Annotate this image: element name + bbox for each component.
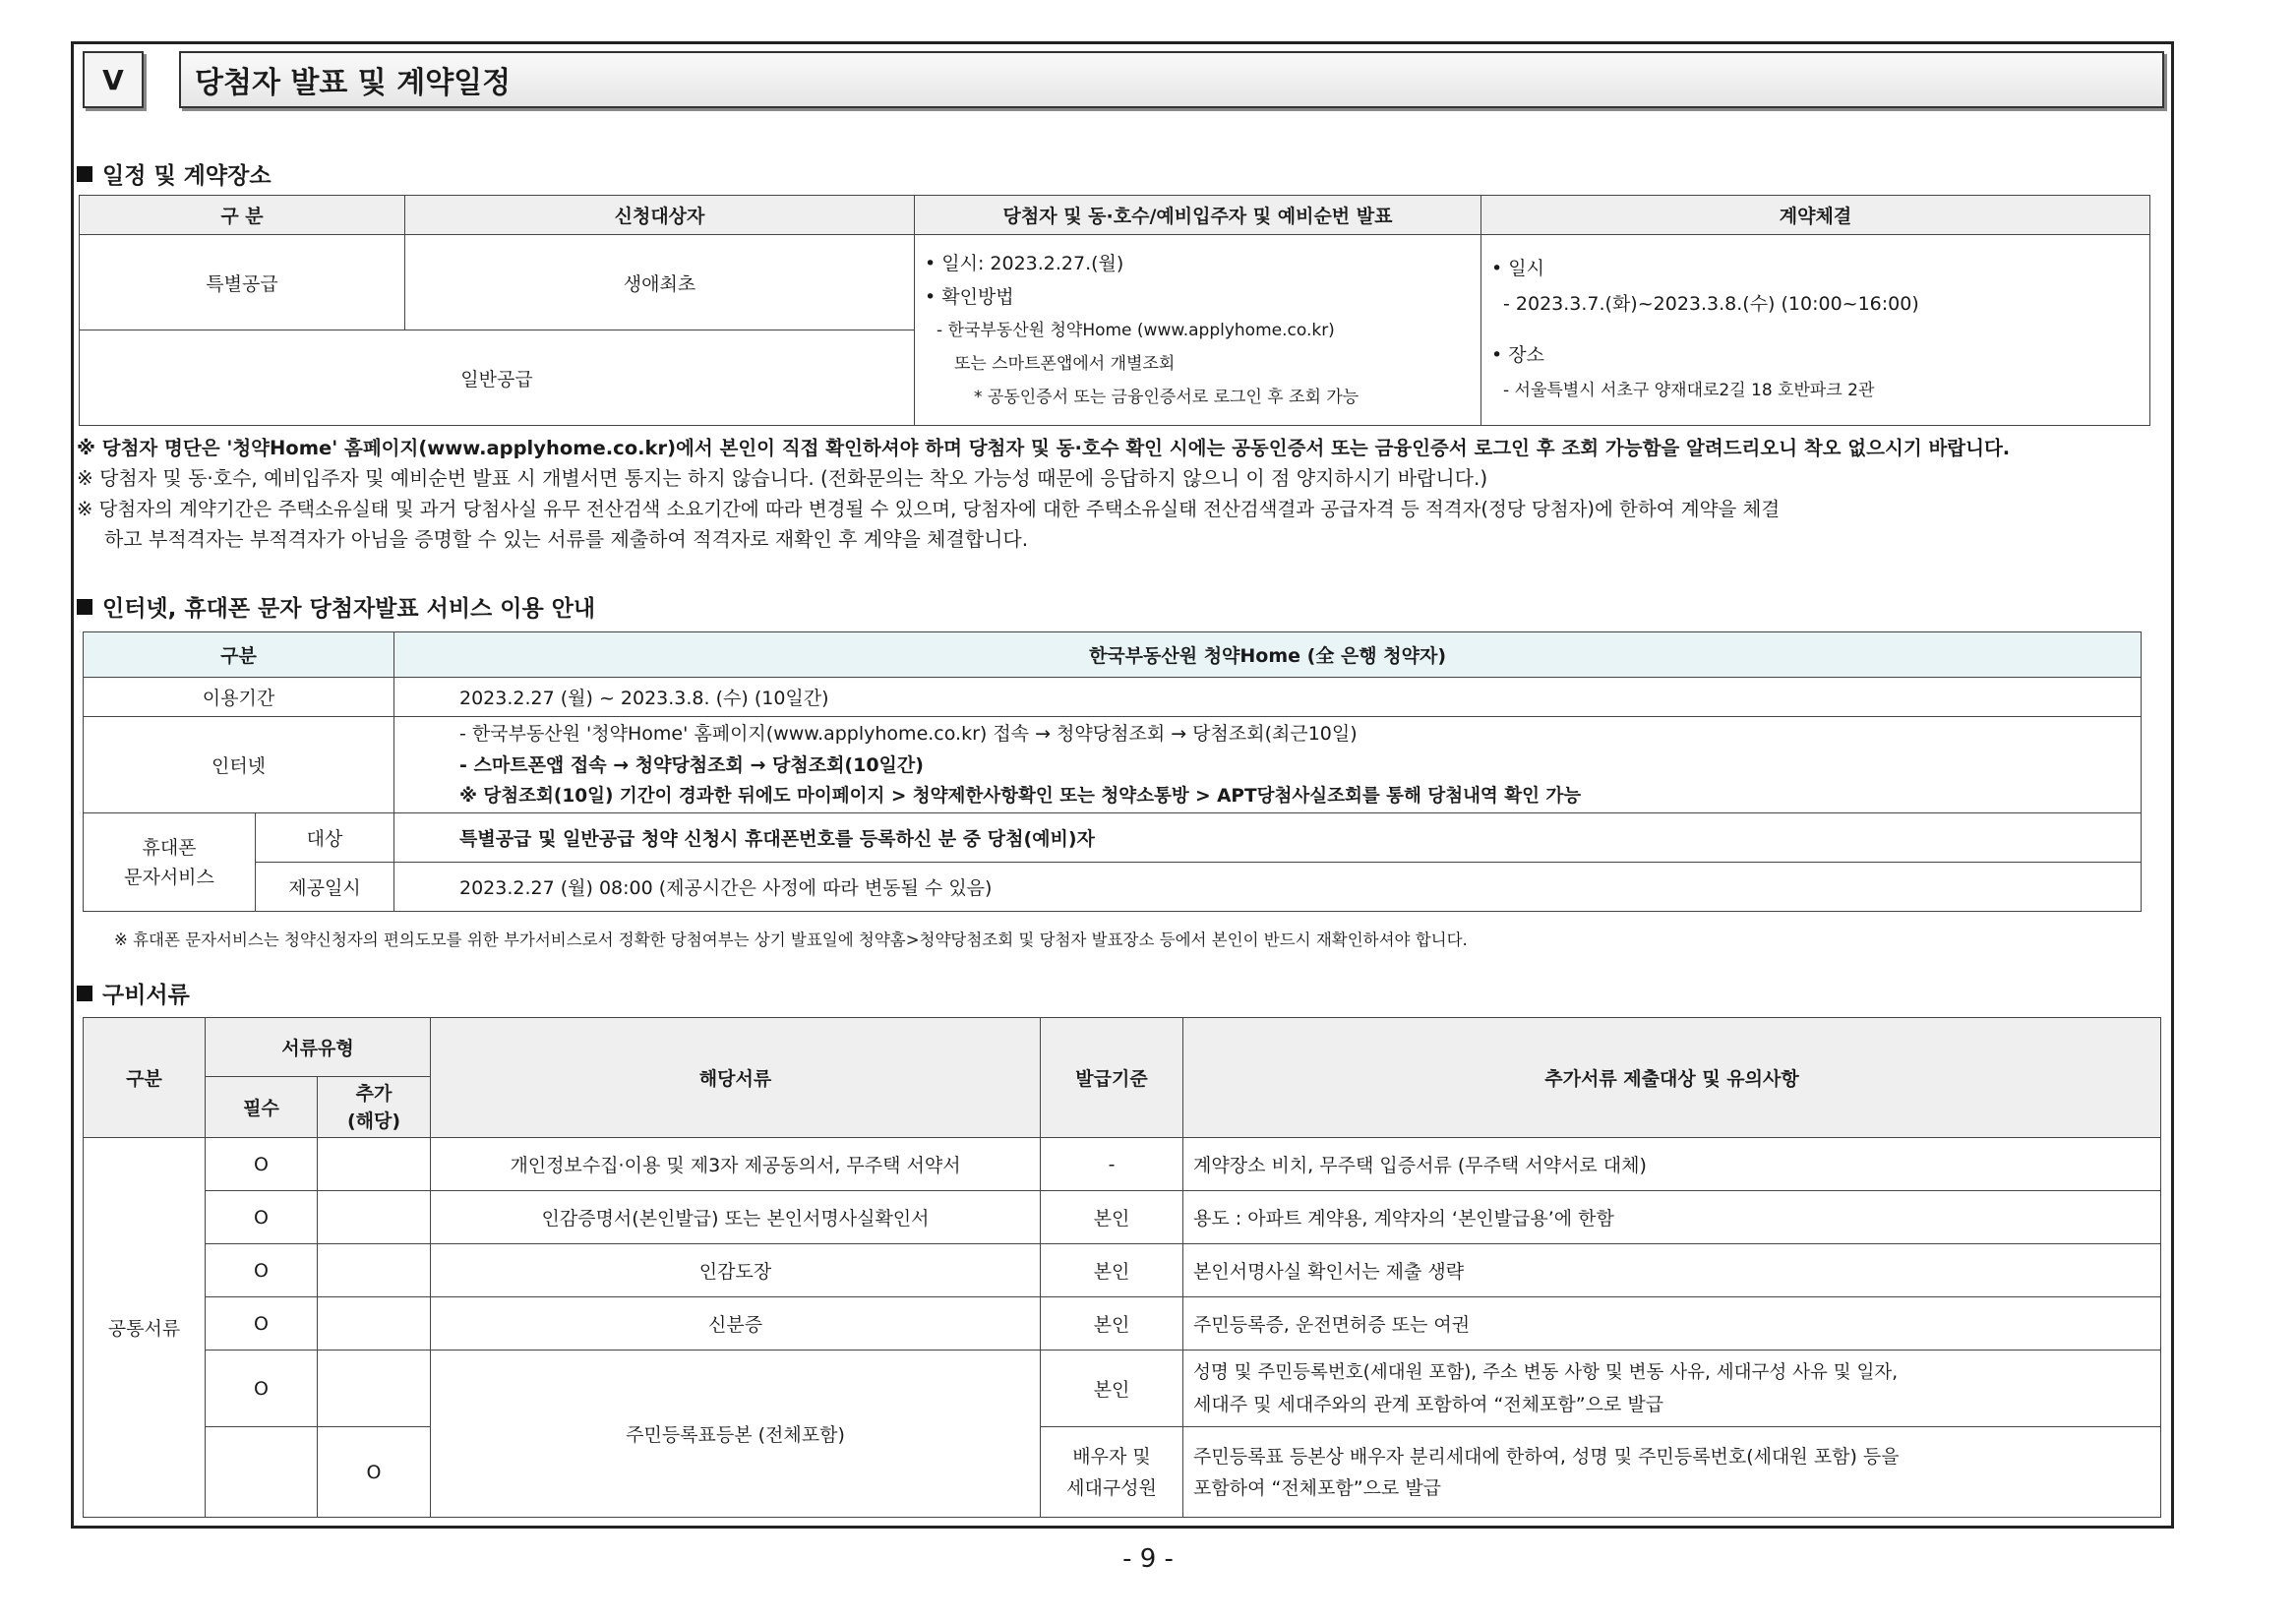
issue-basis: 본인 <box>1041 1244 1183 1297</box>
announce-login-note: * 공동인증서 또는 금융인증서로 로그인 후 조회 가능 <box>974 388 1359 407</box>
note-line: ※ 당첨자 및 동·호수, 예비입주자 및 예비순번 발표 시 개별서면 통지는 하지 않습니다. (전화문의는 착오 가능성 때문에 응답하지 않으니 이 점 양지하시기 바랍니다.) <box>77 466 1488 490</box>
table-header: 구분 <box>84 1018 206 1138</box>
announce-site: - 한국부동산원 청약Home (www.applyhome.co.kr) <box>937 321 1335 340</box>
note-line: 하고 부적격자는 부적격자가 아님을 증명할 수 있는 서류를 제출하여 적격자로 재확인 후 계약을 체결합니다. <box>104 527 1029 551</box>
document-note: 주민등록증, 운전면허증 또는 여권 <box>1183 1297 2161 1351</box>
schedule-table <box>79 195 2150 426</box>
table-header: 한국부동산원 청약Home (全 은행 청약자) <box>394 632 2142 678</box>
provide-value: 2023.2.27 (월) 08:00 (제공시간은 사정에 따라 변동될 수 있음) <box>394 863 2142 912</box>
target-first-home: 생애최초 <box>405 235 915 330</box>
section-heading-schedule <box>77 157 272 190</box>
section-title: 구비서류 <box>102 983 190 1008</box>
service-table <box>83 631 2142 912</box>
document-note <box>1183 1427 2161 1518</box>
required-mark: O <box>206 1244 318 1297</box>
sms-label <box>84 813 256 912</box>
additional-mark <box>318 1297 431 1351</box>
required-mark: O <box>206 1297 318 1351</box>
table-header: 구 분 <box>80 196 405 235</box>
square-bullet-icon <box>77 986 92 1001</box>
note-line: 포함하여 “전체포함”으로 발급 <box>1193 1476 1442 1499</box>
internet-line: - 스마트폰앱 접속 → 청약당첨조회 → 당첨조회(10일간) <box>459 753 924 776</box>
sms-label-line: 휴대폰 <box>142 836 197 859</box>
internet-line: ※ 당첨조회(10일) 기간이 경과한 뒤에도 마이페이지 > 청약제한사항확인 또는 청약소통방 > APT당첨사실조회를 통해 당첨내역 확인 가능 <box>459 785 1582 807</box>
issue-basis: - <box>1041 1138 1183 1191</box>
note-line: 세대주 및 세대주와의 관계 포함하여 “전체포함”으로 발급 <box>1193 1393 1664 1415</box>
chapter-number: V <box>83 51 144 108</box>
issue-line: 배우자 및 <box>1072 1445 1151 1468</box>
issue-basis: 본인 <box>1041 1191 1183 1244</box>
square-bullet-icon <box>77 599 92 615</box>
table-header: 당첨자 및 동·호수/예비입주자 및 예비순번 발표 <box>915 196 1481 235</box>
chapter-title: 당첨자 발표 및 계약일정 <box>179 51 2164 108</box>
additional-mark <box>318 1351 431 1427</box>
table-header <box>318 1077 431 1138</box>
announce-method: • 확인방법 <box>925 286 1014 308</box>
additional-mark <box>318 1191 431 1244</box>
announce-date: • 일시: 2023.2.27.(월) <box>925 253 1124 274</box>
issue-line: 세대구성원 <box>1066 1476 1157 1499</box>
documents-table <box>83 1017 2161 1518</box>
section-heading-service <box>77 590 595 623</box>
note-line: ※ 당첨자 명단은 '청약Home' 홈페이지(www.applyhome.co.kr)에서 본인이 직접 확인하셔야 하며 당첨자 및 동·호수 확인 시에는 공동인증서 또는 금융인증서 로그인 후 조회 가능함을 알려드리오니 착오 없으시기 바랍니다. <box>77 437 2011 459</box>
note-line: 성명 및 주민등록번호(세대원 포함), 주소 변동 사항 및 변동 사유, 세대구성 사유 및 일자, <box>1193 1361 1899 1383</box>
additional-mark <box>318 1138 431 1191</box>
period-label: 이용기간 <box>84 678 394 717</box>
contract-date: - 2023.3.7.(화)~2023.3.8.(수) (10:00~16:00) <box>1503 293 1919 315</box>
table-header: 계약체결 <box>1481 196 2150 235</box>
target-label: 대상 <box>256 813 394 863</box>
document-name: 인감도장 <box>431 1244 1041 1297</box>
note-line: ※ 당첨자의 계약기간은 주택소유실태 및 과거 당첨사실 유무 전산검색 소요기간에 따라 변경될 수 있으며, 당첨자에 대한 주택소유실태 전산검색결과 공급자격 등 적격자(정당 당첨자)에 한하여 계약을 체결 <box>77 498 1781 520</box>
group-label: 공통서류 <box>84 1138 206 1518</box>
document-note <box>1183 1351 2161 1427</box>
section-title: 인터넷, 휴대폰 문자 당첨자발표 서비스 이용 안내 <box>102 596 596 622</box>
announce-app: 또는 스마트폰앱에서 개별조회 <box>954 354 1176 374</box>
table-header: 발급기준 <box>1041 1018 1183 1138</box>
internet-value <box>394 717 2142 813</box>
issue-basis: 본인 <box>1041 1297 1183 1351</box>
contract-cell <box>1481 235 2150 426</box>
required-mark: O <box>206 1351 318 1427</box>
table-header: 추가서류 제출대상 및 유의사항 <box>1183 1018 2161 1138</box>
issue-basis <box>1041 1427 1183 1518</box>
document-name: 인감증명서(본인발급) 또는 본인서명사실확인서 <box>431 1191 1041 1244</box>
required-mark: O <box>206 1191 318 1244</box>
table-header: 필수 <box>206 1077 318 1138</box>
period-value: 2023.2.27 (월) ~ 2023.3.8. (수) (10일간) <box>394 678 2142 717</box>
document-note: 본인서명사실 확인서는 제출 생략 <box>1183 1244 2161 1297</box>
additional-mark <box>318 1244 431 1297</box>
document-name: 주민등록표등본 (전체포함) <box>431 1351 1041 1518</box>
table-header: 신청대상자 <box>405 196 915 235</box>
section-title: 일정 및 계약장소 <box>102 163 272 189</box>
document-name: 개인정보수집·이용 및 제3자 제공동의서, 무주택 서약서 <box>431 1138 1041 1191</box>
table-header: 해당서류 <box>431 1018 1041 1138</box>
header-line: (해당) <box>346 1110 401 1132</box>
note-line: 주민등록표 등본상 배우자 분리세대에 한하여, 성명 및 주민등록번호(세대원 포함) 등을 <box>1193 1445 1900 1468</box>
target-value: 특별공급 및 일반공급 청약 신청시 휴대폰번호를 등록하신 분 중 당첨(예비)자 <box>394 813 2142 863</box>
announcement-cell <box>915 235 1481 426</box>
contract-date-label: • 일시 <box>1491 258 1544 279</box>
contract-place-label: • 장소 <box>1491 344 1544 366</box>
table-header: 서류유형 <box>206 1018 431 1077</box>
provide-label: 제공일시 <box>256 863 394 912</box>
document-note: 용도 : 아파트 계약용, 계약자의 ‘본인발급용’에 한함 <box>1183 1191 2161 1244</box>
contract-place: - 서울특별시 서초구 양재대로2길 18 호반파크 2관 <box>1503 381 1875 400</box>
square-bullet-icon <box>77 166 92 182</box>
internet-line: - 한국부동산원 '청약Home' 홈페이지(www.applyhome.co.kr) 접속 → 청약당첨조회 → 당첨조회(최근10일) <box>459 722 1358 745</box>
page-number: - 9 - <box>1122 1544 1174 1574</box>
internet-label: 인터넷 <box>84 717 394 813</box>
required-mark <box>206 1427 318 1518</box>
additional-mark: O <box>318 1427 431 1518</box>
issue-basis: 본인 <box>1041 1351 1183 1427</box>
supply-type-special: 특별공급 <box>80 235 405 330</box>
supply-type-general: 일반공급 <box>80 330 915 426</box>
section-heading-documents <box>77 977 190 1009</box>
sms-label-line: 문자서비스 <box>124 866 214 888</box>
required-mark: O <box>206 1138 318 1191</box>
header-line: 추가 <box>355 1082 393 1105</box>
schedule-notes <box>77 433 2182 555</box>
document-note: 계약장소 비치, 무주택 입증서류 (무주택 서약서로 대체) <box>1183 1138 2161 1191</box>
document-name: 신분증 <box>431 1297 1041 1351</box>
sms-footnote: ※ 휴대폰 문자서비스는 청약신청자의 편의도모를 위한 부가서비스로서 정확한 당첨여부는 상기 발표일에 청약홈>청약당첨조회 및 당첨자 발표장소 등에서 본인이 반드시 재확인하셔야 합니다. <box>114 931 1468 949</box>
table-header: 구분 <box>84 632 394 678</box>
